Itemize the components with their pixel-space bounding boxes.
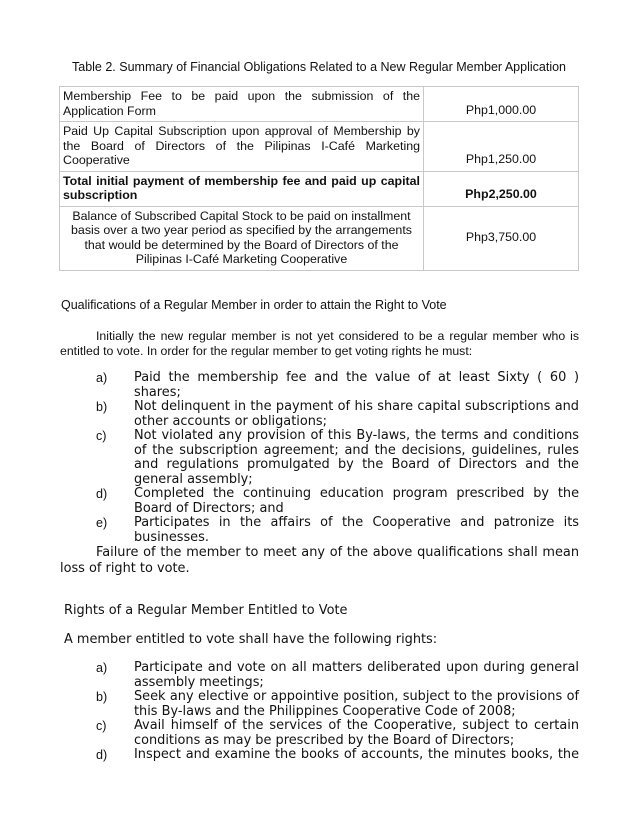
list-item xyxy=(96,371,579,400)
qualifications-heading: Qualifications of a Regular Member in order to attain the Right to Vote xyxy=(61,298,447,312)
list-item xyxy=(96,690,579,719)
list-item xyxy=(96,661,579,690)
item-label: b) xyxy=(96,690,108,704)
item-label: e) xyxy=(96,516,108,530)
table-row xyxy=(60,87,579,122)
item-label: d) xyxy=(96,487,108,501)
item-text: Completed the continuing education program prescribed by the Board of Directors; and xyxy=(134,486,579,516)
item-text: Paid the membership fee and the value of at least Sixty ( 60 ) shares; xyxy=(134,370,579,400)
item-label: d) xyxy=(96,748,108,762)
item-text: Not violated any provision of this By-laws, the terms and conditions of the subscription agreement; and the decisions, guidelines, rules and regulations promulgated by the Board of Directors and the general assembly; xyxy=(134,428,579,487)
item-label: a) xyxy=(96,371,108,385)
item-text: Avail himself of the services of the Cooperative, subject to certain conditions as may be prescribed by the Board of Directors; xyxy=(134,718,579,748)
item-label: c) xyxy=(96,719,107,733)
item-text: Participate and vote on all matters deliberated upon during general assembly meetings; xyxy=(134,660,579,690)
row-amount: Php1,000.00 xyxy=(424,87,579,122)
financial-obligations-table xyxy=(59,86,579,271)
table-row xyxy=(60,206,579,270)
item-label: c) xyxy=(96,429,107,443)
list-item xyxy=(96,487,579,516)
table-row-total xyxy=(60,171,579,206)
table-caption: Table 2. Summary of Financial Obligations Related to a New Regular Member Application xyxy=(72,60,566,74)
table-row xyxy=(60,122,579,172)
rights-intro: A member entitled to vote shall have the following rights: xyxy=(64,632,438,647)
row-description: Total initial payment of membership fee and paid up capital subscription xyxy=(60,171,424,206)
item-text: Not delinquent in the payment of his share capital subscriptions and other accounts or obligations; xyxy=(134,399,579,429)
item-text: Inspect and examine the books of accounts, the minutes books, the xyxy=(134,747,579,762)
list-item xyxy=(96,400,579,429)
list-item xyxy=(96,516,579,545)
qualifications-list xyxy=(96,371,579,545)
row-description: Paid Up Capital Subscription upon approval of Membership by the Board of Directors of the Pilipinas I-Café Marketing Cooperative xyxy=(60,122,424,172)
row-amount: Php2,250.00 xyxy=(424,171,579,206)
rights-list xyxy=(96,661,579,763)
failure-note: Failure of the member to meet any of the above qualifications shall mean loss of right to vote. xyxy=(60,545,579,576)
list-item xyxy=(96,429,579,487)
item-text: Seek any elective or appointive position, subject to the provisions of this By-laws and the Philippines Cooperative Code of 2008; xyxy=(134,689,579,719)
row-description: Membership Fee to be paid upon the submission of the Application Form xyxy=(60,87,424,122)
row-description: Balance of Subscribed Capital Stock to be paid on installment basis over a two year period as specified by the arrangements that would be determined by the Board of Directors of the Pilipinas I-Café Marketing Cooperative xyxy=(60,206,424,270)
list-item xyxy=(96,719,579,748)
rights-heading: Rights of a Regular Member Entitled to Vote xyxy=(64,603,348,618)
list-item xyxy=(96,748,579,763)
row-amount: Php1,250.00 xyxy=(424,122,579,172)
item-label: a) xyxy=(96,661,108,675)
item-label: b) xyxy=(96,400,108,414)
qualifications-intro: Initially the new regular member is not yet considered to be a regular member who is entitled to vote. In order for the regular member to get voting rights he must: xyxy=(60,329,579,358)
row-amount: Php3,750.00 xyxy=(424,206,579,270)
item-text: Participates in the affairs of the Cooperative and patronize its businesses. xyxy=(134,515,579,545)
